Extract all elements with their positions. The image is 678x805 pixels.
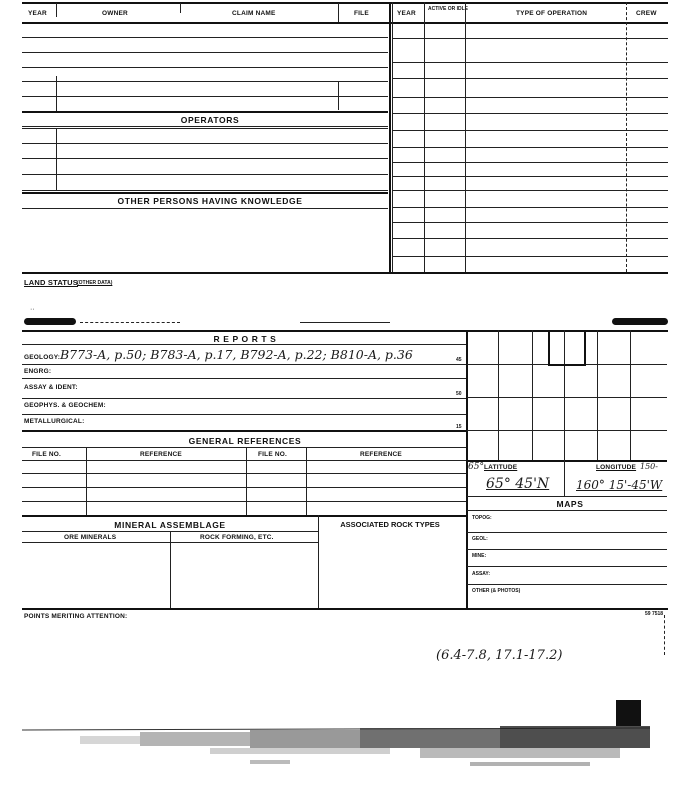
ref-header-file-no-2: FILE NO. [258, 451, 288, 458]
header-year-right: YEAR [397, 10, 416, 17]
header-file: FILE [354, 10, 369, 17]
metallurgical-label: METALLURGICAL: [24, 418, 85, 425]
rock-forming-label: ROCK FORMING, ETC. [200, 534, 274, 541]
location-box [548, 330, 586, 366]
metallurgical-num: 15 [456, 424, 462, 430]
longitude-label: LONGITUDE [596, 464, 637, 471]
points-label: POINTS MERITING ATTENTION: [24, 613, 128, 620]
binder-mark-right [612, 318, 668, 325]
ore-minerals-label: ORE MINERALS [64, 534, 117, 541]
longitude-value: 160° 15'-45'W [576, 478, 663, 492]
mineral-assemblage-title: MINERAL ASSEMBLAGE [114, 520, 226, 530]
geology-num: 45 [456, 357, 462, 363]
maps-geol: GEOL: [472, 536, 488, 542]
general-references-title: GENERAL REFERENCES [188, 436, 302, 446]
binder-mark-left [24, 318, 76, 325]
maps-assay: ASSAY: [472, 571, 491, 577]
operators-label: OPERATORS [180, 115, 240, 125]
geology-value: B773-A, p.50; B783-A, p.17, B792-A, p.22; B810-A, p.36 [60, 347, 413, 362]
header-type-of-operation: TYPE OF OPERATION [516, 10, 588, 17]
geology-label: GEOLOGY: [24, 354, 61, 361]
land-status-sub: (OTHER DATA) [77, 280, 113, 286]
maps-topog: TOPOG: [472, 515, 492, 521]
ref-header-file-no-1: FILE NO. [32, 451, 62, 458]
lon-suffix: 150- [640, 462, 658, 471]
maps-mine: MINE: [472, 553, 487, 559]
latitude-label: LATITUDE [484, 464, 518, 471]
header-crew: CREW [636, 10, 657, 17]
geophys-label: GEOPHYS. & GEOCHEM: [24, 402, 106, 409]
scan-noise [0, 720, 678, 780]
points-note: (6.4-7.8, 17.1-17.2) [436, 648, 563, 663]
associated-rock-types: ASSOCIATED ROCK TYPES [340, 520, 440, 529]
stray-mark: ·· [30, 306, 35, 313]
header-claim-name: CLAIM NAME [232, 10, 276, 17]
land-status-label: LAND STATUS [24, 278, 79, 287]
other-persons-label: OTHER PERSONS HAVING KNOWLEDGE [117, 196, 303, 206]
header-owner: OWNER [102, 10, 128, 17]
header-active-or-idle: ACTIVE OR IDLE [428, 6, 469, 12]
latitude-value: 65° 45'N [486, 476, 550, 492]
assay-ident-label: ASSAY & IDENT: [24, 384, 78, 391]
maps-other: OTHER (& PHOTOS) [472, 588, 521, 594]
ref-header-reference-1: REFERENCE [140, 451, 182, 458]
assay-num: 50 [456, 391, 462, 397]
lat-prefix: 65° [468, 462, 484, 472]
ref-header-reference-2: REFERENCE [360, 451, 402, 458]
maps-title: MAPS [556, 499, 584, 509]
header-year: YEAR [28, 10, 47, 17]
form-number: 59 7518 [645, 611, 664, 617]
engrg-label: ENGRG: [24, 368, 52, 375]
reports-title: R E P O R T S [213, 334, 277, 344]
